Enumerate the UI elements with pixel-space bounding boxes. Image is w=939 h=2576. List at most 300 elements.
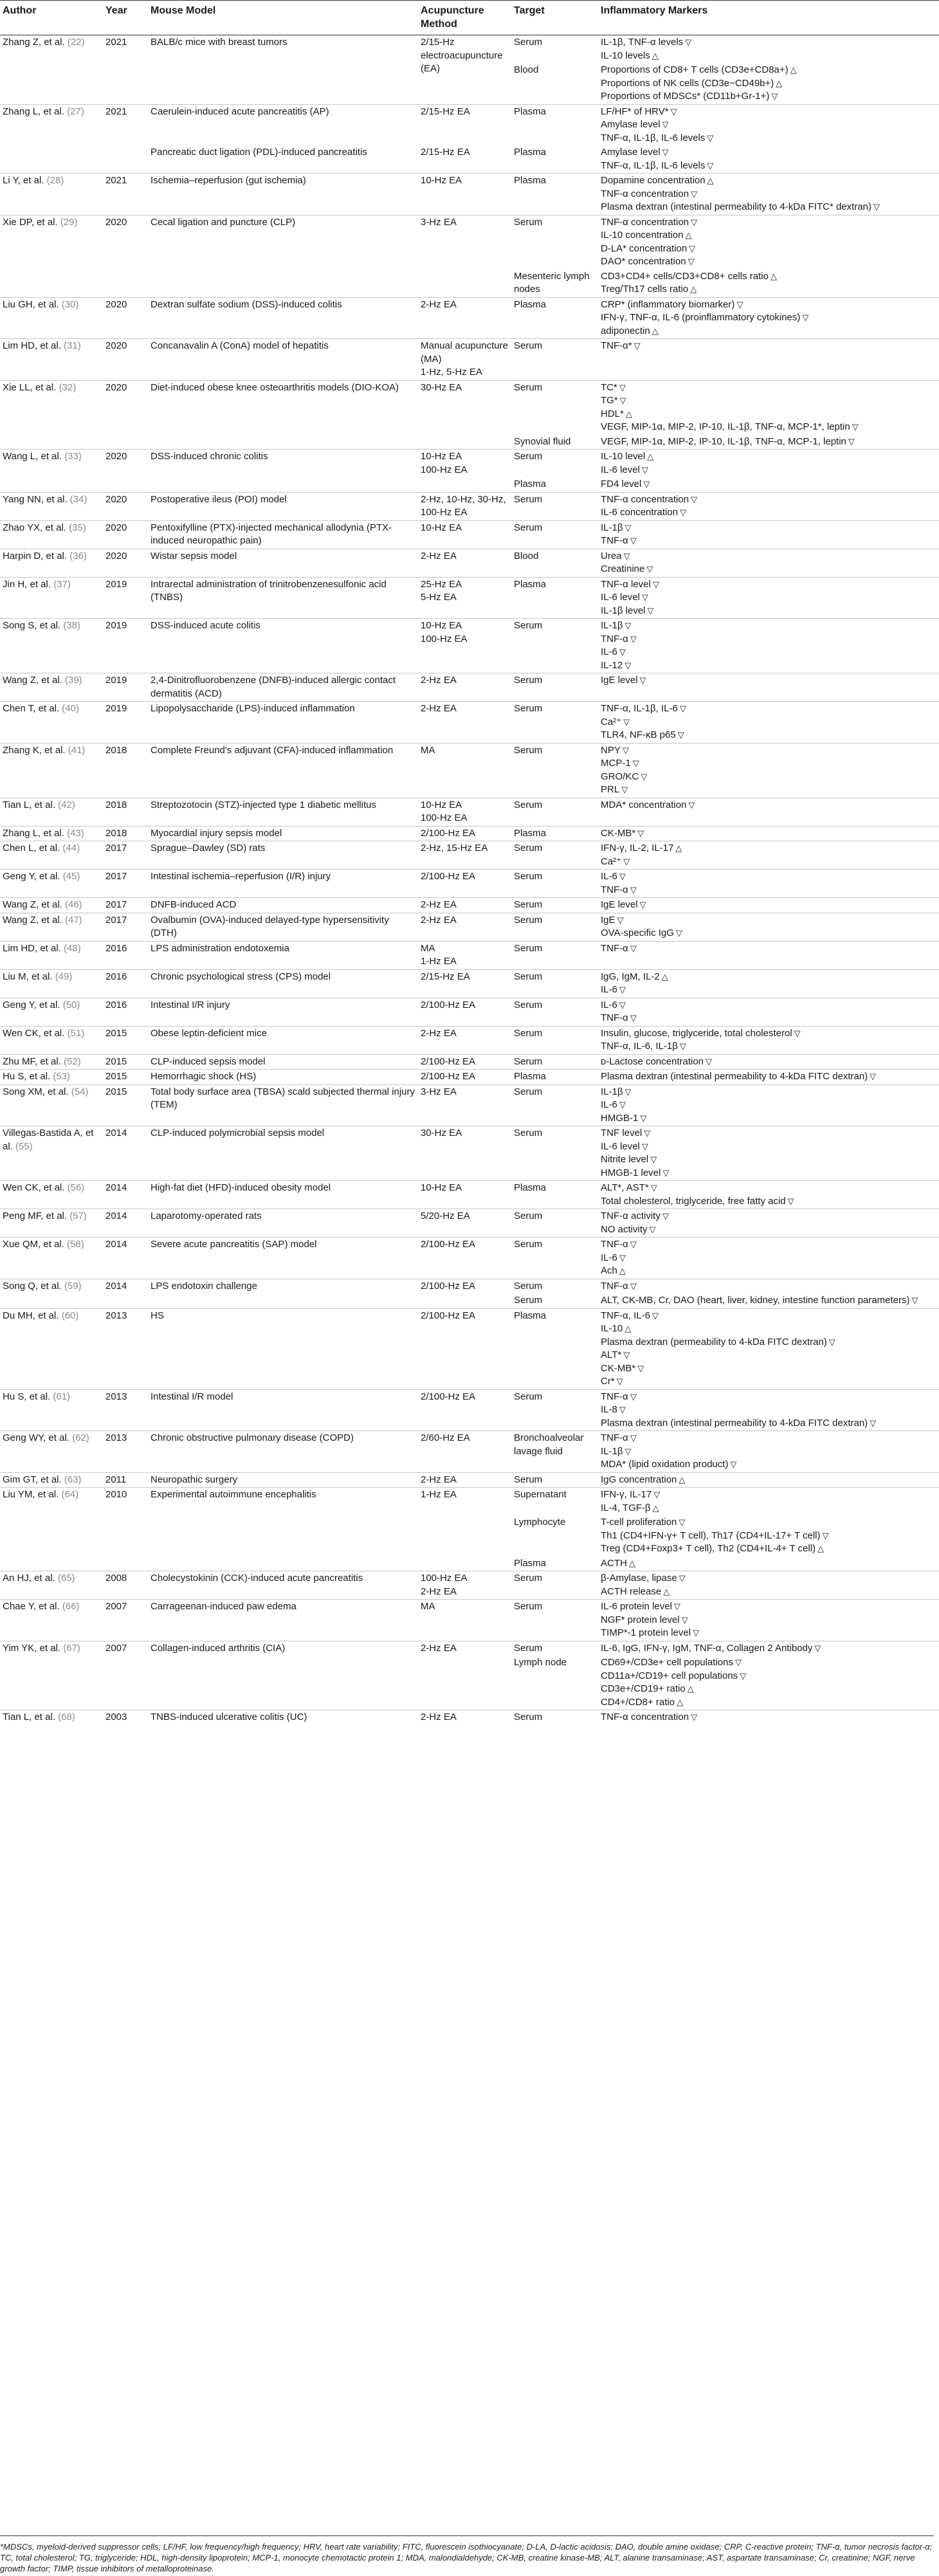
target-cell: Serum bbox=[511, 215, 598, 269]
citation-ref: (43) bbox=[67, 827, 84, 839]
marker-text: IL-1β level bbox=[601, 605, 646, 616]
marker-text: IFN-γ, IL-17 bbox=[601, 1489, 652, 1500]
citation-ref: (49) bbox=[55, 971, 73, 982]
marker-entry bbox=[601, 1542, 936, 1556]
inflammatory-markers-cell bbox=[598, 520, 939, 549]
author-cell bbox=[0, 492, 103, 520]
year-cell: 2021 bbox=[105, 37, 127, 48]
author-name: Li Y, et al. bbox=[3, 175, 44, 186]
marker-text: MCP-1 bbox=[601, 758, 631, 769]
marker-entry bbox=[601, 50, 936, 63]
inflammatory-markers-cell bbox=[598, 63, 939, 104]
acupuncture-method-cell: 2/100-Hz EA bbox=[418, 1279, 511, 1308]
target-cell: Synovial fluid bbox=[514, 435, 571, 447]
mouse-model-cell: Myocardial injury sepsis model bbox=[148, 826, 418, 841]
decrease-arrow-icon: ▽ bbox=[685, 37, 692, 47]
author-name: Wen CK, et al. bbox=[3, 1182, 65, 1193]
citation-ref: (60) bbox=[61, 1310, 79, 1321]
marker-entry bbox=[601, 311, 936, 325]
citation-ref: (46) bbox=[64, 899, 82, 910]
inflammatory-markers-cell bbox=[598, 1238, 939, 1279]
decrease-arrow-icon: ▽ bbox=[641, 1141, 648, 1151]
decrease-arrow-icon: ▽ bbox=[634, 341, 641, 351]
mouse-model-cell: Experimental autoimmune encephalitis bbox=[148, 1488, 418, 1571]
acupuncture-method-cell: 25-Hz EA 5-Hz EA bbox=[418, 577, 511, 619]
decrease-arrow-icon: ▽ bbox=[670, 106, 677, 116]
marker-text: ALT, CK-MB, Cr, DAO (heart, liver, kidney, intestine function parameters) bbox=[601, 1295, 910, 1306]
marker-entry bbox=[601, 550, 936, 563]
marker-entry bbox=[601, 591, 936, 605]
table-row bbox=[0, 913, 939, 941]
inflammatory-markers-cell bbox=[598, 1656, 939, 1710]
author-name: Zhang L, et al. bbox=[3, 105, 64, 117]
marker-entry bbox=[601, 534, 936, 548]
marker-entry bbox=[601, 1557, 936, 1571]
citation-ref: (40) bbox=[62, 703, 79, 714]
inflammatory-markers-cell bbox=[598, 826, 939, 841]
marker-text: Amylase level bbox=[601, 119, 661, 130]
author-cell bbox=[0, 798, 103, 826]
citation-ref: (61) bbox=[53, 1391, 71, 1402]
acupuncture-method-cell: 2/100-Hz EA bbox=[418, 826, 511, 841]
marker-text: NGF* protein level bbox=[601, 1614, 680, 1625]
year-cell: 2007 bbox=[103, 1600, 148, 1641]
marker-text: Plasma dextran (intestinal permeability to 4-kDa FITC dextran) bbox=[601, 1417, 868, 1429]
citation-ref: (47) bbox=[64, 914, 82, 926]
marker-entry bbox=[601, 255, 936, 269]
author-cell bbox=[0, 969, 103, 998]
author-name: Zhao YX, et al. bbox=[3, 522, 66, 533]
decrease-arrow-icon: ▽ bbox=[679, 1517, 686, 1527]
author-cell bbox=[0, 1126, 103, 1181]
marker-entry bbox=[601, 1391, 936, 1404]
marker-text: IL-6 bbox=[601, 999, 617, 1010]
marker-entry bbox=[601, 1696, 936, 1710]
target-cell: Serum bbox=[511, 913, 598, 941]
marker-text: Proportions of CD8+ T cells (CD3e+CD8a+) bbox=[601, 64, 789, 75]
marker-entry bbox=[601, 659, 936, 673]
citation-ref: (56) bbox=[67, 1182, 85, 1193]
marker-entry bbox=[601, 1642, 936, 1656]
marker-text: VEGF, MIP-1α, MIP-2, IP-10, IL-1β, TNF-α, MCP-1*, leptin bbox=[601, 421, 850, 432]
marker-text: ALT* bbox=[601, 1349, 622, 1360]
year-cell: 2019 bbox=[103, 702, 148, 744]
decrease-arrow-icon: ▽ bbox=[814, 1643, 821, 1653]
mouse-model-cell: Concanavalin A (ConA) model of hepatitis bbox=[148, 339, 418, 381]
marker-text: Total cholesterol, triglyceride, free fatty acid bbox=[601, 1195, 786, 1207]
decrease-arrow-icon: ▽ bbox=[652, 579, 659, 589]
marker-entry bbox=[601, 884, 936, 897]
inflammatory-markers-cell bbox=[598, 1126, 939, 1181]
author-name: Tian L, et al. bbox=[3, 799, 55, 810]
author-cell bbox=[0, 1641, 103, 1710]
marker-entry bbox=[601, 1322, 936, 1336]
author-name: Song S, et al. bbox=[3, 620, 61, 631]
marker-entry bbox=[601, 160, 936, 173]
acupuncture-method-cell: 2/15-Hz EA bbox=[418, 969, 511, 998]
increase-arrow-icon: △ bbox=[687, 1684, 694, 1694]
inflammatory-markers-cell bbox=[598, 1308, 939, 1389]
inflammatory-markers-cell bbox=[598, 1279, 939, 1293]
marker-text: IL-1β, TNF-α levels bbox=[601, 37, 684, 48]
marker-text: NO activity bbox=[601, 1223, 648, 1235]
decrease-arrow-icon: ▽ bbox=[870, 1418, 877, 1428]
marker-entry bbox=[601, 799, 936, 812]
marker-text: IgE level bbox=[601, 899, 638, 910]
target-cell: Serum bbox=[514, 1295, 543, 1306]
mouse-model-cell: Chronic obstructive pulmonary disease (COPD) bbox=[148, 1431, 418, 1473]
marker-entry bbox=[601, 827, 936, 841]
mouse-model-cell: Ovalbumin (OVA)-induced delayed-type hypersensitivity (DTH) bbox=[148, 913, 418, 941]
marker-text: Treg/Th17 cells ratio bbox=[601, 284, 689, 295]
target-cell: Plasma bbox=[511, 577, 598, 619]
inflammatory-markers-cell bbox=[598, 1431, 939, 1473]
marker-text: Dopamine concentration bbox=[601, 175, 706, 186]
marker-entry bbox=[601, 1530, 936, 1543]
table-row bbox=[0, 619, 939, 673]
decrease-arrow-icon: ▽ bbox=[630, 1013, 637, 1023]
author-name: Wang Z, et al. bbox=[3, 675, 62, 686]
author-cell bbox=[0, 1472, 103, 1488]
decrease-arrow-icon: ▽ bbox=[640, 1113, 647, 1123]
decrease-arrow-icon: ▽ bbox=[646, 564, 653, 574]
mouse-model-cell: DSS-induced acute colitis bbox=[148, 619, 418, 673]
year-cell: 2014 bbox=[103, 1209, 148, 1238]
mouse-model-cell: Intestinal I/R model bbox=[148, 1389, 418, 1431]
table-row bbox=[0, 297, 939, 339]
acupuncture-method-cell: Manual acupuncture (MA) 1-Hz, 5-Hz EA bbox=[418, 339, 511, 381]
inflammatory-markers-cell bbox=[598, 1209, 939, 1238]
marker-text: TNF-α, IL-1β, IL-6 levels bbox=[601, 132, 706, 143]
inflammatory-markers-cell bbox=[598, 1293, 939, 1308]
inflammatory-markers-cell bbox=[598, 339, 939, 381]
author-cell bbox=[0, 1279, 103, 1308]
author-cell bbox=[0, 577, 103, 619]
marker-entry bbox=[601, 563, 936, 576]
marker-entry bbox=[601, 1252, 936, 1265]
marker-entry bbox=[601, 132, 936, 145]
target-cell: Serum bbox=[511, 673, 598, 702]
year-cell: 2011 bbox=[103, 1472, 148, 1488]
decrease-arrow-icon: ▽ bbox=[617, 915, 624, 925]
author-name: Zhang Z, et al. bbox=[3, 37, 65, 48]
marker-entry bbox=[601, 633, 936, 646]
citation-ref: (38) bbox=[63, 620, 80, 631]
inflammatory-markers-cell bbox=[598, 35, 939, 64]
mouse-model-cell: Dextran sulfate sodium (DSS)-induced colitis bbox=[148, 297, 418, 339]
marker-text: IFN-γ, TNF-α, IL-6 (proinflammatory cytokines) bbox=[601, 312, 801, 323]
decrease-arrow-icon: ▽ bbox=[691, 494, 698, 504]
author-cell bbox=[0, 450, 103, 493]
author-name: Liu M, et al. bbox=[3, 971, 53, 982]
author-cell bbox=[0, 619, 103, 673]
increase-arrow-icon: △ bbox=[707, 176, 714, 185]
decrease-arrow-icon: ▽ bbox=[624, 1086, 632, 1097]
table-row bbox=[0, 549, 939, 577]
marker-entry bbox=[601, 1656, 936, 1670]
author-name: Zhang K, et al. bbox=[3, 744, 66, 756]
marker-text: OVA-specific IgG bbox=[601, 927, 674, 938]
marker-entry bbox=[601, 270, 936, 284]
author-cell bbox=[0, 743, 103, 798]
table-row bbox=[0, 1084, 939, 1126]
marker-entry bbox=[601, 1336, 936, 1349]
author-cell bbox=[0, 702, 103, 744]
marker-text: IL-6 concentration bbox=[601, 507, 679, 518]
table-row bbox=[0, 1070, 939, 1085]
author-cell bbox=[0, 826, 103, 841]
decrease-arrow-icon: ▽ bbox=[852, 422, 859, 432]
acupuncture-method-cell: 2-Hz EA bbox=[418, 702, 511, 744]
author-name: Lim HD, et al. bbox=[3, 340, 61, 351]
year-cell: 2017 bbox=[103, 898, 148, 913]
table-row bbox=[0, 702, 939, 744]
marker-text: CD11a+/CD19+ cell populations bbox=[601, 1670, 738, 1681]
year-cell: 2017 bbox=[103, 870, 148, 898]
author-name: Tian L, et al. bbox=[3, 1712, 55, 1722]
increase-arrow-icon: △ bbox=[663, 1586, 670, 1596]
marker-entry bbox=[601, 1502, 936, 1515]
citation-ref: (31) bbox=[64, 340, 81, 351]
marker-entry bbox=[601, 105, 936, 119]
mouse-model-cell: Postoperative ileus (POI) model bbox=[148, 492, 418, 520]
decrease-arrow-icon: ▽ bbox=[662, 1167, 670, 1178]
citation-ref: (62) bbox=[72, 1432, 89, 1443]
mouse-model-cell: Neuropathic surgery bbox=[148, 1472, 418, 1488]
year-cell: 2020 bbox=[103, 297, 148, 339]
decrease-arrow-icon: ▽ bbox=[673, 1602, 680, 1611]
author-cell bbox=[0, 841, 103, 870]
target-cell: Serum bbox=[511, 1710, 598, 1725]
decrease-arrow-icon: ▽ bbox=[623, 856, 630, 866]
decrease-arrow-icon: ▽ bbox=[649, 1224, 656, 1234]
marker-entry bbox=[601, 90, 936, 104]
increase-arrow-icon: △ bbox=[685, 230, 692, 240]
table-row bbox=[0, 969, 939, 998]
mouse-model-cell: Pancreatic duct ligation (PDL)-induced pancreatitis bbox=[150, 147, 367, 158]
year-cell: 2020 bbox=[103, 492, 148, 520]
acupuncture-method-cell: 2/100-Hz EA bbox=[418, 1389, 511, 1431]
target-cell: Bronchoalveolar lavage fluid bbox=[511, 1431, 598, 1473]
marker-entry bbox=[601, 578, 936, 592]
marker-text: TNF-α, IL-6 bbox=[601, 1310, 651, 1321]
decrease-arrow-icon: ▽ bbox=[662, 120, 669, 129]
target-cell: Serum bbox=[511, 619, 598, 673]
author-cell bbox=[0, 549, 103, 577]
target-cell: Plasma bbox=[511, 104, 598, 145]
target-cell: Serum bbox=[511, 492, 598, 520]
marker-text: TNF-α, IL-6, IL-1β bbox=[601, 1041, 678, 1052]
acupuncture-method-cell: 2/100-Hz EA bbox=[418, 998, 511, 1026]
decrease-arrow-icon: ▽ bbox=[787, 1196, 794, 1206]
marker-entry bbox=[601, 716, 936, 729]
author-cell bbox=[0, 104, 103, 145]
marker-entry bbox=[601, 188, 936, 201]
acupuncture-method-cell: 10-Hz EA 100-Hz EA bbox=[418, 450, 511, 493]
table-row bbox=[0, 870, 939, 898]
marker-entry bbox=[601, 999, 936, 1012]
citation-ref: (44) bbox=[62, 843, 80, 854]
decrease-arrow-icon: ▽ bbox=[630, 536, 637, 545]
author-name: Lim HD, et al. bbox=[3, 942, 61, 954]
author-cell bbox=[0, 870, 103, 898]
year-cell: 2013 bbox=[103, 1308, 148, 1389]
table-row bbox=[0, 898, 939, 913]
author-name: Chen L, et al. bbox=[3, 843, 60, 854]
marker-text: CRP* (inflammatory biomarker) bbox=[601, 298, 735, 310]
table-row bbox=[0, 1600, 939, 1641]
marker-entry bbox=[601, 870, 936, 884]
decrease-arrow-icon: ▽ bbox=[619, 396, 626, 405]
table-row bbox=[0, 798, 939, 826]
target-cell: Serum bbox=[511, 702, 598, 744]
decrease-arrow-icon: ▽ bbox=[644, 1128, 651, 1138]
decrease-arrow-icon: ▽ bbox=[630, 634, 637, 644]
citation-ref: (42) bbox=[58, 799, 75, 810]
mouse-model-cell: LPS endotoxin challenge bbox=[148, 1279, 418, 1308]
citation-ref: (22) bbox=[67, 37, 85, 48]
marker-entry bbox=[601, 464, 936, 477]
citation-ref: (27) bbox=[67, 105, 84, 117]
marker-text: IL-12 bbox=[601, 659, 623, 671]
acupuncture-method-cell: 2-Hz, 15-Hz EA bbox=[418, 841, 511, 870]
marker-text: TNF-α concentration bbox=[601, 1712, 689, 1722]
author-name: Hu S, et al. bbox=[3, 1391, 51, 1402]
author-cell bbox=[0, 339, 103, 381]
inflammatory-markers-cell bbox=[598, 1571, 939, 1600]
target-cell: Plasma bbox=[511, 297, 598, 339]
inflammatory-markers-cell bbox=[598, 1084, 939, 1126]
marker-entry bbox=[601, 1182, 936, 1195]
decrease-arrow-icon: ▽ bbox=[623, 551, 630, 561]
table-body bbox=[0, 35, 939, 1725]
inflammatory-markers-cell bbox=[598, 798, 939, 826]
author-name: Gim GT, et al. bbox=[3, 1474, 62, 1485]
marker-text: T-cell proliferation bbox=[601, 1517, 677, 1528]
marker-text: TNF-α bbox=[601, 535, 628, 546]
inflammatory-markers-cell bbox=[598, 870, 939, 898]
author-cell bbox=[0, 380, 103, 450]
target-cell: Serum bbox=[511, 1209, 598, 1238]
marker-entry bbox=[601, 744, 936, 758]
citation-ref: (50) bbox=[62, 999, 80, 1010]
acupuncture-method-cell: 2/100-Hz EA bbox=[418, 1308, 511, 1389]
table-row bbox=[0, 1571, 939, 1600]
table-row bbox=[0, 1308, 939, 1389]
marker-entry bbox=[601, 1349, 936, 1362]
year-cell: 2016 bbox=[103, 941, 148, 969]
year-cell: 2020 bbox=[103, 450, 148, 493]
increase-arrow-icon: △ bbox=[652, 50, 659, 60]
marker-entry bbox=[601, 450, 936, 464]
marker-text: HDL* bbox=[601, 408, 624, 419]
marker-entry bbox=[601, 1238, 936, 1252]
year-cell: 2016 bbox=[103, 998, 148, 1026]
marker-entry bbox=[601, 983, 936, 997]
marker-entry bbox=[601, 1127, 936, 1140]
marker-text: D-LA* concentration bbox=[601, 242, 688, 254]
increase-arrow-icon: △ bbox=[619, 1266, 626, 1275]
acupuncture-method-cell: MA bbox=[418, 743, 511, 798]
inflammatory-markers-cell bbox=[598, 380, 939, 435]
marker-text: Urea bbox=[601, 550, 622, 562]
marker-entry bbox=[601, 493, 936, 507]
author-cell bbox=[0, 297, 103, 339]
marker-text: IL-6 level bbox=[601, 592, 640, 603]
marker-text: IL-6 level bbox=[601, 464, 640, 475]
target-cell: Serum bbox=[511, 898, 598, 913]
acupuncture-method-cell: MA bbox=[418, 1600, 511, 1641]
marker-text: TNF-α bbox=[601, 633, 628, 644]
marker-entry bbox=[601, 927, 936, 940]
header-inflammatory-markers: Inflammatory Markers bbox=[598, 1, 939, 35]
year-cell: 2015 bbox=[103, 1054, 148, 1070]
citation-ref: (63) bbox=[64, 1474, 82, 1485]
year-cell: 2019 bbox=[103, 619, 148, 673]
decrease-arrow-icon: ▽ bbox=[689, 243, 696, 253]
year-cell: 2020 bbox=[103, 520, 148, 549]
author-cell bbox=[0, 941, 103, 969]
increase-arrow-icon: △ bbox=[661, 971, 668, 982]
year-cell: 2020 bbox=[103, 549, 148, 577]
marker-text: TNF level bbox=[601, 1128, 643, 1138]
inflammatory-markers-cell bbox=[598, 104, 939, 145]
decrease-arrow-icon: ▽ bbox=[619, 1100, 626, 1110]
marker-text: Ca²⁺ bbox=[601, 855, 622, 867]
marker-text: Plasma dextran (intestinal permeability to 4-kDa FITC* dextran) bbox=[601, 201, 871, 212]
marker-text: TLR4, NF-κB p65 bbox=[601, 729, 676, 740]
marker-text: TNF-α concentration bbox=[601, 493, 689, 505]
author-cell bbox=[0, 1026, 103, 1054]
table-row bbox=[0, 998, 939, 1026]
target-cell: Lymphocyte bbox=[514, 1517, 566, 1528]
marker-text: ALT*, AST* bbox=[601, 1182, 649, 1193]
acupuncture-method-cell: 3-Hz EA bbox=[418, 1084, 511, 1126]
mouse-model-cell: Ischemia–reperfusion (gut ischemia) bbox=[148, 174, 418, 215]
marker-text: IgG concentration bbox=[601, 1474, 677, 1485]
marker-text: IL-10 levels bbox=[601, 50, 650, 61]
marker-text: NPY bbox=[601, 744, 621, 756]
marker-entry bbox=[601, 408, 936, 421]
decrease-arrow-icon: ▽ bbox=[630, 1433, 637, 1443]
acupuncture-method-cell: 2/100-Hz EA bbox=[418, 1054, 511, 1070]
marker-text: GRO/KC bbox=[601, 771, 639, 782]
citation-ref: (28) bbox=[46, 175, 64, 186]
inflammatory-markers-cell bbox=[598, 174, 939, 215]
marker-entry bbox=[601, 1040, 936, 1054]
marker-text: VEGF, MIP-1α, MIP-2, IP-10, IL-1β, TNF-α, MCP-1, leptin bbox=[601, 435, 846, 447]
target-cell: Serum bbox=[511, 1641, 598, 1656]
target-cell: Serum bbox=[511, 998, 598, 1026]
increase-arrow-icon: △ bbox=[790, 65, 797, 75]
author-name: Yim YK, et al. bbox=[3, 1642, 61, 1654]
decrease-arrow-icon: ▽ bbox=[619, 872, 626, 881]
table-row bbox=[0, 1710, 939, 1725]
marker-text: FD4 level bbox=[601, 479, 642, 489]
mouse-model-cell: HS bbox=[148, 1308, 418, 1389]
marker-text: CD4+/CD8+ ratio bbox=[601, 1696, 675, 1708]
acupuncture-method-cell: 5/20-Hz EA bbox=[418, 1209, 511, 1238]
marker-entry bbox=[601, 1600, 936, 1614]
increase-arrow-icon: △ bbox=[628, 1558, 635, 1568]
decrease-arrow-icon: ▽ bbox=[641, 771, 648, 781]
year-cell: 2014 bbox=[103, 1126, 148, 1181]
year-cell: 2014 bbox=[103, 1279, 148, 1308]
marker-text: IL-6 bbox=[601, 646, 617, 657]
acupuncture-method-cell: 2/100-Hz EA bbox=[418, 870, 511, 898]
marker-text: Th1 (CD4+IFN-γ+ T cell), Th17 (CD4+IL-17+ T cell) bbox=[601, 1530, 821, 1541]
acupuncture-method-cell: 10-Hz EA bbox=[418, 520, 511, 549]
